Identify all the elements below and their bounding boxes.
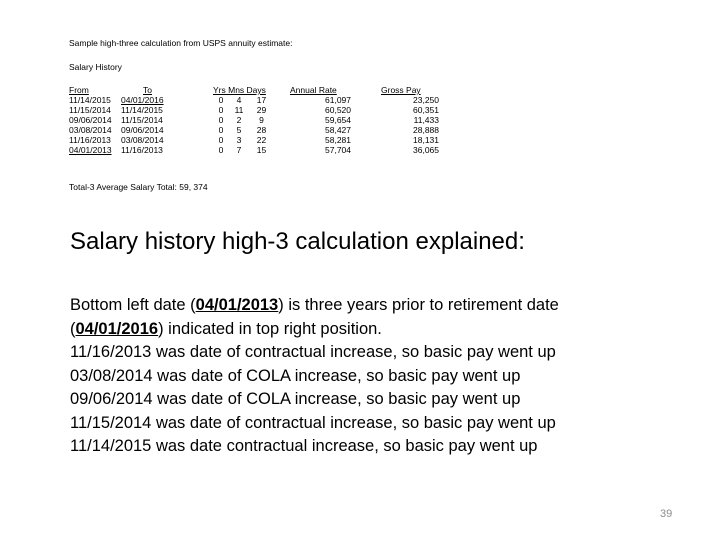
cell-rate: 60,520 <box>325 105 351 115</box>
explanation-line-2 <box>70 318 559 342</box>
table-row <box>69 95 443 105</box>
cell-mns: 5 <box>236 125 242 135</box>
cell-from: 09/06/2014 <box>69 115 112 125</box>
cell-days: 28 <box>256 125 267 135</box>
cell-days: 22 <box>256 135 267 145</box>
table-row <box>69 135 443 145</box>
cell-gross: 28,888 <box>413 125 439 135</box>
cell-days: 17 <box>256 95 267 105</box>
explanation-line-3: 11/16/2013 was date of contractual increase, so basic pay went up <box>70 343 556 361</box>
explanation-line-4: 03/08/2014 was date of COLA increase, so basic pay went up <box>70 366 521 385</box>
cell-yrs: 0 <box>218 95 224 105</box>
table-row <box>69 145 443 155</box>
line1-text-a: Bottom left date ( <box>70 296 196 314</box>
cell-yrs: 0 <box>218 115 224 125</box>
explanation-line-6: 11/15/2014 was date of contractual increase, so basic pay went up <box>70 413 556 432</box>
cell-to: 03/08/2014 <box>121 135 164 145</box>
line1-date: 04/01/2013 <box>195 296 279 314</box>
section-label: Salary History <box>69 62 122 72</box>
cell-rate: 58,427 <box>325 125 351 135</box>
col-to-header <box>121 85 213 95</box>
explanation-line-7: 11/14/2015 was date contractual increase, so basic pay went up <box>70 437 538 455</box>
table-row <box>69 105 443 115</box>
col-yrs-mns-days-header: Yrs Mns Days <box>213 85 266 95</box>
page-number: 39 <box>660 508 673 520</box>
line1-text-b: ) is three years prior to retirement date <box>278 296 559 314</box>
explanation-line-1 <box>70 294 559 318</box>
cell-yrs: 0 <box>218 145 224 155</box>
explanation-heading: Salary history high-3 calculation explained: <box>70 228 525 255</box>
col-annual-rate-header <box>274 85 363 95</box>
cell-gross: 18,131 <box>413 135 439 145</box>
cell-gross: 60,351 <box>413 105 439 115</box>
table-row <box>69 115 443 125</box>
cell-days: 9 <box>259 115 264 125</box>
explanation-body <box>70 294 559 459</box>
cell-from: 11/14/2015 <box>69 95 111 105</box>
cell-rate: 57,704 <box>325 145 351 155</box>
cell-yrs: 0 <box>218 125 224 135</box>
intro-text: Sample high-three calculation from USPS annuity estimate: <box>69 38 293 48</box>
salary-history-table <box>69 85 443 155</box>
cell-to: 04/01/2016 <box>121 95 164 105</box>
col-annual-rate-label: Annual Rate <box>290 85 337 95</box>
cell-yrs: 0 <box>218 105 224 115</box>
cell-from: 11/15/2014 <box>69 105 111 115</box>
col-to-label: To <box>143 85 152 95</box>
cell-gross: 11,433 <box>413 115 439 125</box>
cell-mns: 3 <box>236 135 242 145</box>
cell-mns: 4 <box>236 95 242 105</box>
cell-to: 11/16/2013 <box>121 145 163 155</box>
cell-to: 09/06/2014 <box>121 125 164 135</box>
line2-text-a: ( <box>70 319 76 338</box>
cell-gross: 36,065 <box>413 145 439 155</box>
cell-to: 11/15/2014 <box>121 115 163 125</box>
col-gross-pay-header <box>363 85 443 95</box>
line2-text-b: ) indicated in top right position. <box>158 319 382 338</box>
cell-mns: 7 <box>236 145 242 155</box>
line2-date: 04/01/2016 <box>75 319 159 338</box>
total-average-salary: Total-3 Average Salary Total: 59, 374 <box>69 182 208 192</box>
cell-rate: 59,654 <box>325 115 351 125</box>
col-gross-pay-label: Gross Pay <box>381 85 421 95</box>
cell-mns: 2 <box>236 115 242 125</box>
cell-gross: 23,250 <box>413 95 439 105</box>
cell-to: 11/14/2015 <box>121 105 163 115</box>
table-header-row <box>69 85 443 95</box>
cell-from: 03/08/2014 <box>69 125 112 135</box>
cell-from: 11/16/2013 <box>69 135 111 145</box>
cell-rate: 61,097 <box>325 95 351 105</box>
cell-mns: 11 <box>234 105 244 115</box>
cell-from: 04/01/2013 <box>69 145 112 155</box>
cell-days: 15 <box>256 145 267 155</box>
cell-yrs: 0 <box>218 135 224 145</box>
explanation-line-5: 09/06/2014 was date of COLA increase, so basic pay went up <box>70 390 521 408</box>
col-from-header: From <box>69 85 89 95</box>
cell-rate: 58,281 <box>325 135 351 145</box>
cell-days: 29 <box>256 105 267 115</box>
table-row <box>69 125 443 135</box>
